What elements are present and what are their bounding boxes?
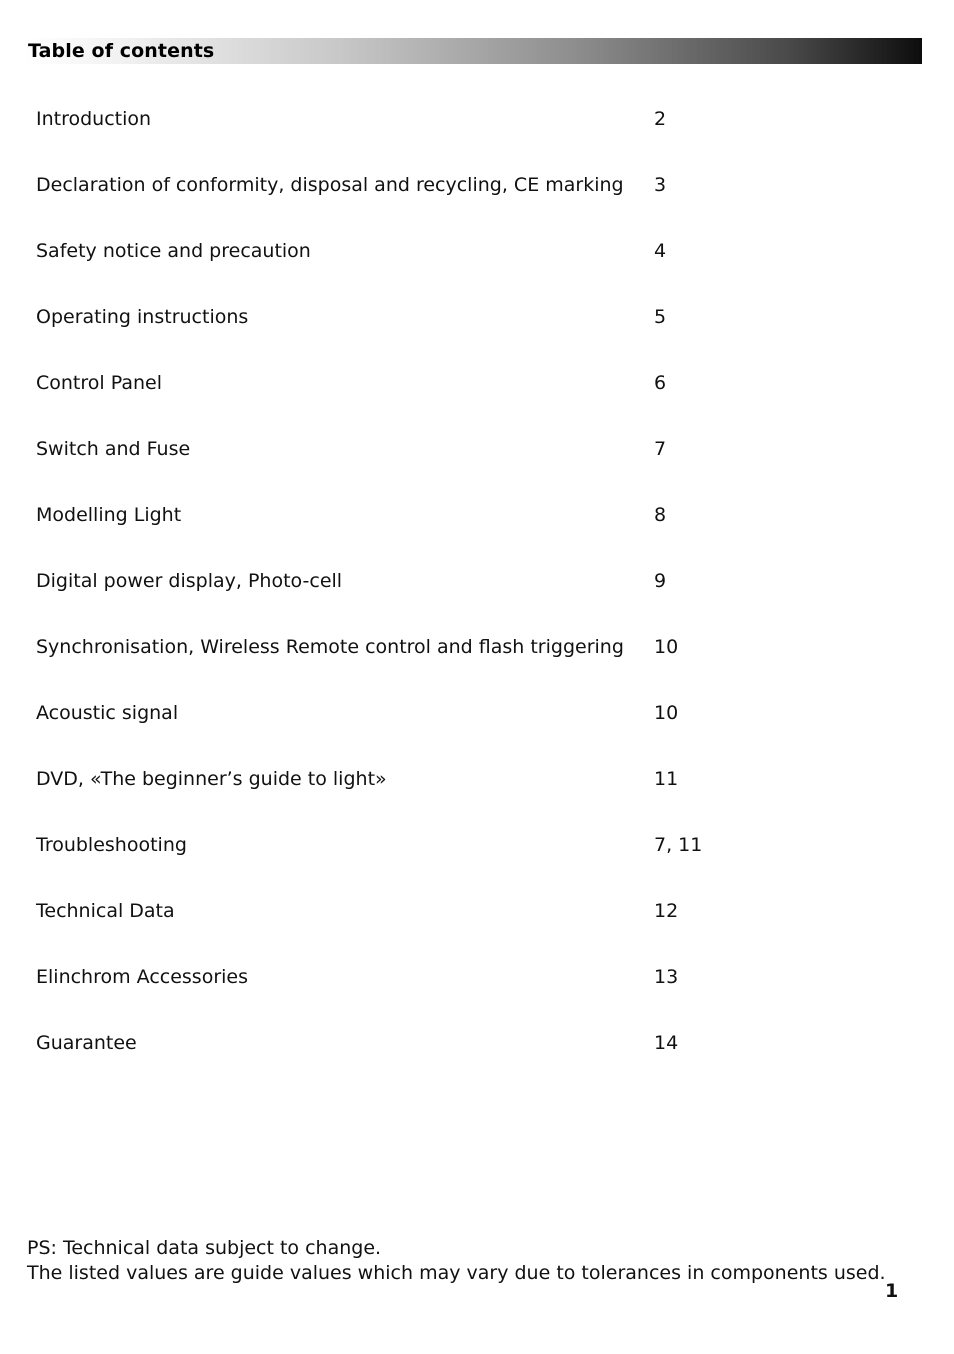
toc-entry-title: Modelling Light [36, 504, 182, 526]
toc-entry-title: Switch and Fuse [36, 438, 191, 460]
toc-entry-title: Technical Data [36, 900, 175, 922]
toc-entry [36, 698, 916, 764]
toc-entry-title: Troubleshooting [36, 834, 187, 856]
toc-entry-page: 5 [654, 306, 667, 328]
toc-entry-page: 10 [654, 636, 679, 658]
toc-entry-page: 2 [654, 108, 667, 130]
toc-entry-title: DVD, «The beginner’s guide to light» [36, 768, 387, 790]
page-title: Table of contents [28, 40, 215, 62]
toc-entry [36, 1028, 916, 1094]
footnote-line: The listed values are guide values which may vary due to tolerances in components used. [27, 1262, 886, 1284]
toc-entry [36, 632, 916, 698]
toc-entry [36, 434, 916, 500]
toc-entry [36, 104, 916, 170]
section-header-bar [24, 38, 922, 64]
toc-entry-title: Declaration of conformity, disposal and recycling, CE marking [36, 174, 624, 196]
toc-entry-title: Elinchrom Accessories [36, 966, 249, 988]
page-number: 1 [885, 1280, 899, 1302]
toc-entry-title: Control Panel [36, 372, 162, 394]
toc-entry-page: 8 [654, 504, 667, 526]
toc-entry-page: 14 [654, 1032, 679, 1054]
toc-entry-page: 10 [654, 702, 679, 724]
footnote-line: PS: Technical data subject to change. [27, 1237, 382, 1259]
toc-entry-page: 13 [654, 966, 679, 988]
toc-entry-page: 12 [654, 900, 679, 922]
toc-entry-title: Acoustic signal [36, 702, 179, 724]
toc-entry-page: 9 [654, 570, 667, 592]
toc-entry [36, 170, 916, 236]
toc-entry [36, 302, 916, 368]
toc-entry-title: Digital power display, Photo-cell [36, 570, 343, 592]
toc-entry-page: 4 [654, 240, 667, 262]
table-of-contents [36, 104, 916, 1094]
toc-entry-page: 7, 11 [654, 834, 703, 856]
toc-entry [36, 830, 916, 896]
toc-entry-title: Synchronisation, Wireless Remote control and flash triggering [36, 636, 624, 658]
toc-entry [36, 566, 916, 632]
toc-entry-title: Introduction [36, 108, 152, 130]
toc-entry-title: Guarantee [36, 1032, 137, 1054]
toc-entry-title: Safety notice and precaution [36, 240, 311, 262]
toc-entry [36, 896, 916, 962]
toc-entry [36, 500, 916, 566]
toc-entry [36, 764, 916, 830]
toc-entry [36, 368, 916, 434]
toc-entry-page: 11 [654, 768, 679, 790]
toc-entry-title: Operating instructions [36, 306, 249, 328]
footnote [27, 1236, 886, 1286]
toc-entry [36, 236, 916, 302]
toc-entry-page: 6 [654, 372, 667, 394]
toc-entry [36, 962, 916, 1028]
toc-entry-page: 7 [654, 438, 667, 460]
toc-entry-page: 3 [654, 174, 667, 196]
